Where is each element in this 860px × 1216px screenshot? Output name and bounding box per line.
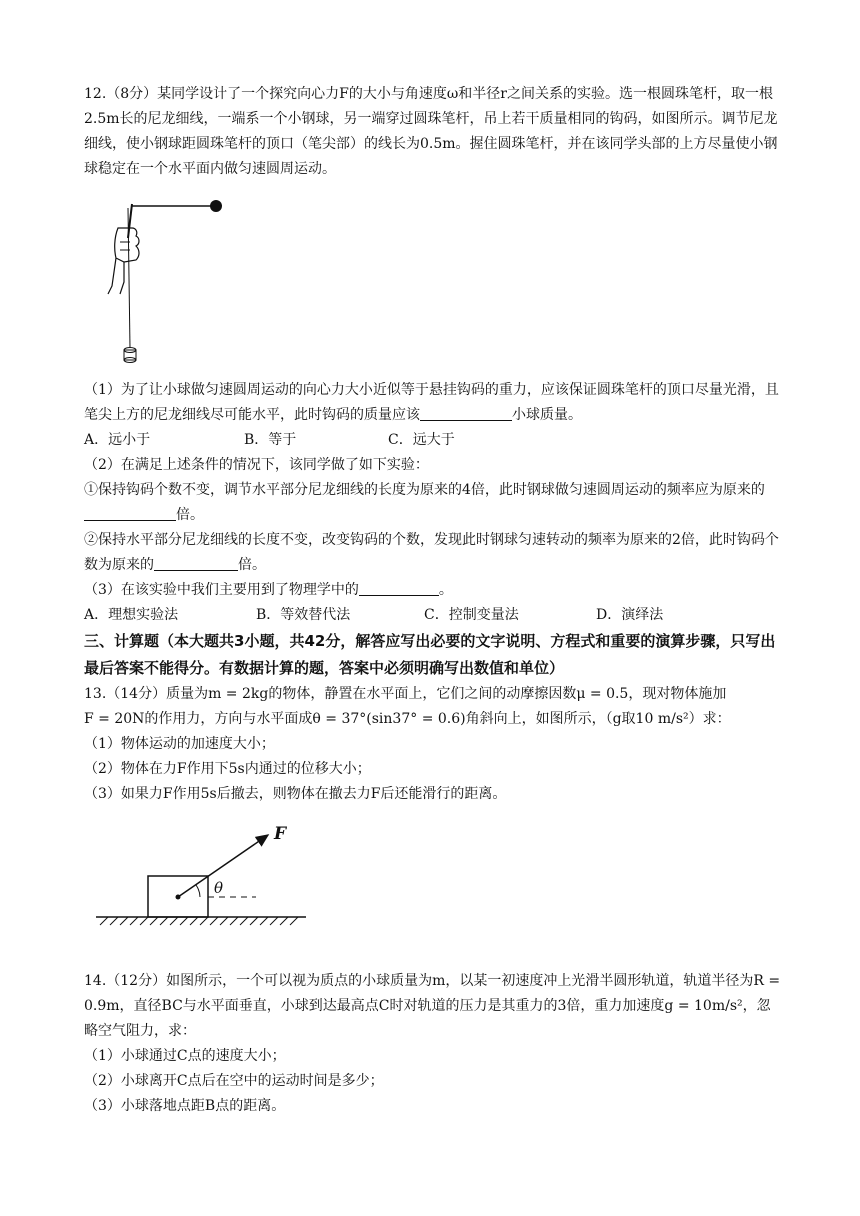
q12-part2-2: ②保持水平部分尼龙细线的长度不变，改变钩码的个数，发现此时钢球匀速转动的频率为原来的2倍，此时钩码个数为原来的 倍。: [84, 532, 779, 573]
q13-figure: [96, 821, 326, 931]
force-label: F: [274, 824, 287, 844]
q12-part1-options: [84, 428, 784, 453]
q12-part2: （2）在满足上述条件的情况下，该同学做了如下实验：: [84, 457, 429, 473]
q14-sub1: （1）小球通过C点的速度大小；: [84, 1048, 286, 1064]
q12-part3-options: [84, 603, 784, 628]
q12-part2-1: ①保持钩码个数不变，调节水平部分尼龙细线的长度为原来的4倍，此时钢球做匀速圆周运动的频率应为原来的倍。: [84, 482, 765, 523]
answer-blank[interactable]: [154, 556, 238, 571]
answer-blank[interactable]: [359, 581, 439, 596]
q14-sub2: （2）小球离开C点后在空中的运动时间是多少；: [84, 1073, 384, 1089]
option-a: A．远小于: [84, 432, 151, 448]
option-b: B．等效替代法: [256, 607, 351, 623]
q13-stem-a: 13.（14分）质量为m = 2kg的物体，静置在水平面上，它们之间的动摩擦因数μ = 0.5，现对物体施加: [84, 686, 727, 702]
option-c: C．远大于: [388, 432, 455, 448]
q13-stem-b: F = 20N的作用力，方向与水平面成θ = 37°(sin37° = 0.6)角斜向上，如图所示，（g取10 m/s²）求：: [84, 711, 731, 727]
q14-sub3: （3）小球落地点距B点的距离。: [84, 1098, 286, 1114]
q13-sub3: （3）如果力F作用5s后撤去，则物体在撤去力F后还能滑行的距离。: [84, 786, 507, 802]
section-heading: 三、计算题（本大题共3小题，共42分，解答应写出必要的文字说明、方程式和重要的演算步骤，只写出最后答案不能得分。有数据计算的题，答案中必须明确写出数值和单位）: [84, 632, 776, 677]
q12-part3: （3）在该实验中我们主要用到了物理学中的 。: [84, 582, 453, 598]
angle-label: θ: [214, 879, 224, 897]
exam-page: [84, 82, 784, 1119]
q12-stem: 12.（8分）某同学设计了一个探究向心力F的大小与角速度ω和半径r之间关系的实验。选一根圆珠笔杆，取一根2.5m长的尼龙细线，一端系一个小钢球，另一端穿过圆珠笔杆，吊上若干质量相同的钩码，如图所示。调节尼龙细线，使小钢球距圆珠笔杆的顶口（笔尖部）的线长为0.5m。握住圆珠笔杆，并在该同学头部的上方尽量使小钢球稳定在一个水平面内做匀速圆周运动。: [84, 86, 778, 177]
q14-stem: 14.（12分）如图所示，一个可以视为质点的小球质量为m，以某一初速度冲上光滑半圆形轨道，轨道半径为R = 0.9m，直径BC与水平面垂直，小球到达最高点C时对轨道的压力是其重力的3倍，重力加速度g = 10m/s²，忽略空气阻力，求：: [84, 973, 781, 1039]
option-b: B．等于: [244, 432, 297, 448]
q13-sub1: （1）物体运动的加速度大小；: [84, 736, 275, 752]
answer-blank[interactable]: [84, 506, 176, 521]
option-c: C．控制变量法: [424, 607, 519, 623]
q12-part1: （1）为了让小球做匀速圆周运动的向心力大小近似等于悬挂钩码的重力，应该保证圆珠笔杆的顶口尽量光滑，且笔尖上方的尼龙细线尽可能水平，此时钩码的质量应该 小球质量。: [84, 382, 779, 423]
q13-sub2: （2）物体在力F作用下5s内通过的位移大小；: [84, 761, 371, 777]
option-d: D．演绎法: [596, 607, 664, 623]
q12-figure: [84, 198, 264, 370]
answer-blank[interactable]: [420, 406, 512, 421]
option-a: A．理想实验法: [84, 607, 179, 623]
